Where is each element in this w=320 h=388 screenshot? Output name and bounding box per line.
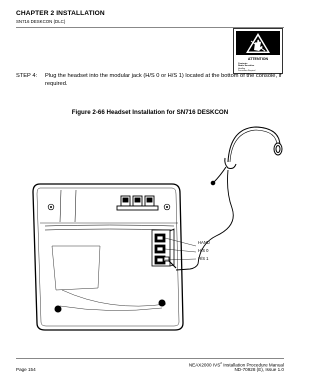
document-number: ND-70928 (E), Issue 1.0	[234, 367, 284, 372]
chapter-title: CHAPTER 2 INSTALLATION	[16, 10, 105, 17]
attention-line-2: Static Sensitive	[238, 65, 255, 67]
headset-installation-figure	[0, 118, 300, 338]
jack-label-hs1: H/S 1	[198, 256, 209, 261]
manual-superscript: 2	[220, 361, 222, 365]
page-header	[16, 11, 105, 24]
chapter-subtitle: SN716 DESKCON (DLC)	[16, 18, 66, 24]
headset-icon	[211, 127, 282, 185]
manual-prefix: NEAX2000 IVS	[188, 362, 221, 368]
figure-caption: Figure 2-66 Headset Installation for SN716 DESKCON	[71, 109, 229, 116]
modular-jacks	[152, 229, 174, 266]
manual-suffix: Installation Procedure Manual	[221, 362, 284, 368]
footer-rule	[16, 358, 284, 359]
foot-right	[159, 300, 166, 307]
console-bottom-illustration	[0, 118, 300, 338]
jack-label-hand: HAND	[198, 240, 210, 245]
jack-label-hs0: H/S 0	[198, 248, 209, 253]
attention-line-4: Precautions Required	[238, 70, 256, 72]
page-number: Page 154	[16, 367, 36, 372]
attention-line-1: Contents	[238, 62, 248, 65]
step-label: STEP 4:	[16, 73, 38, 79]
foot-left	[55, 306, 62, 313]
attention-label	[233, 28, 283, 74]
attention-title: ATTENTION	[247, 57, 269, 61]
top-connectors	[117, 196, 158, 210]
step-text: Plug the headset into the modular jack (H/S 0 or H/S 1) located at the bottom of the console, if required.	[45, 73, 282, 87]
attention-line-3: Handling	[238, 68, 246, 70]
